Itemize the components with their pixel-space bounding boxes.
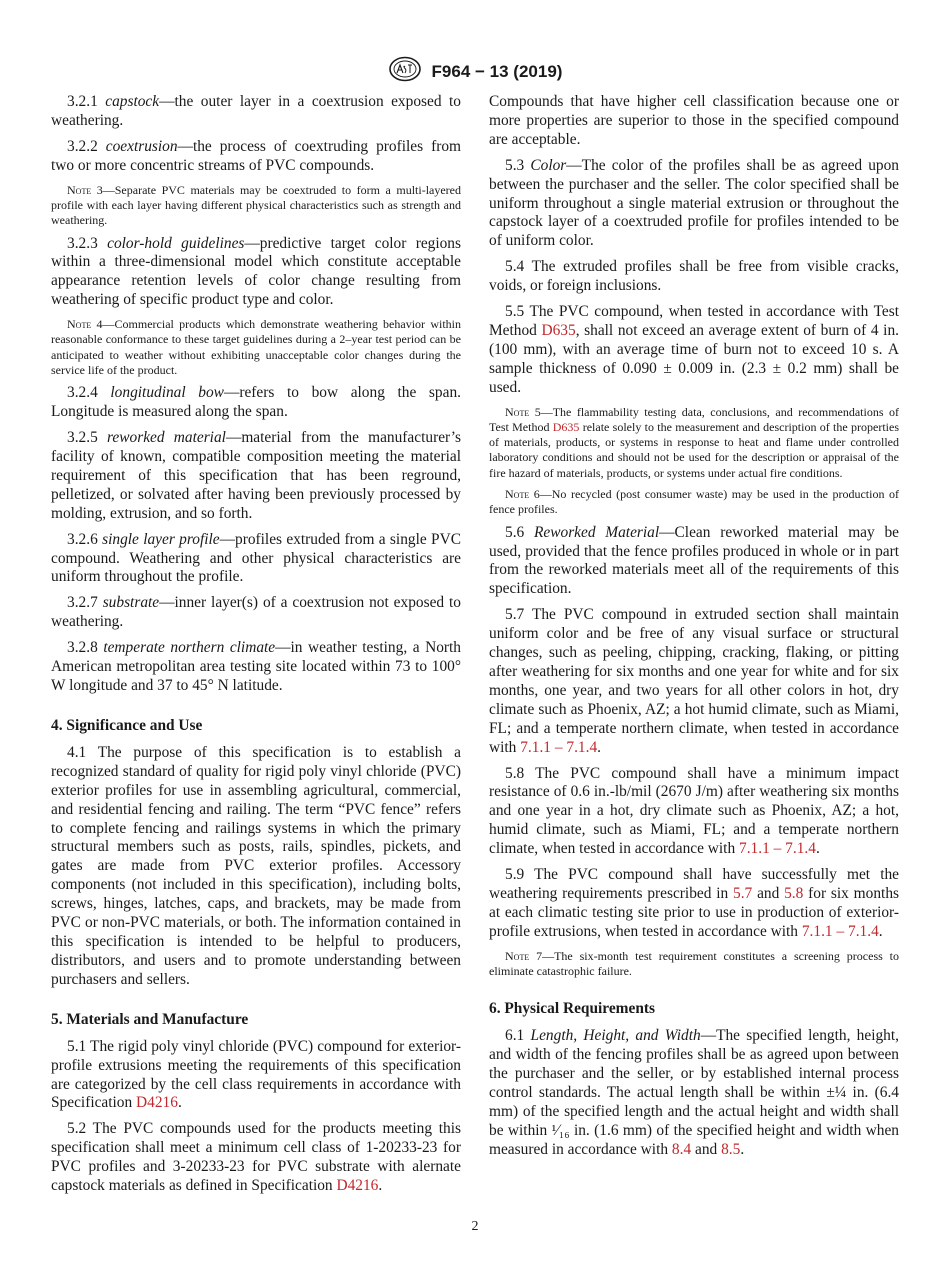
document-designation: F964 − 13 (2019): [431, 61, 563, 81]
defined-term: color-hold guidelines: [107, 234, 245, 252]
reference-link-5-7[interactable]: 5.7: [733, 884, 753, 902]
section-6-heading: 6. Physical Requirements: [489, 1000, 656, 1018]
defined-term: longitudinal bow: [110, 384, 224, 402]
note-3: [51, 183, 461, 229]
defined-term: single layer profile: [102, 530, 220, 548]
note-7: [489, 949, 899, 980]
paragraph-5-7: [489, 606, 899, 757]
note-6: [489, 487, 899, 518]
reference-link-d635[interactable]: D635: [552, 419, 580, 434]
clause-number: 3.2.3: [67, 234, 98, 252]
clause-number: 3.2.1: [67, 93, 98, 110]
definition-text: —inner layer(s) of a coextrusion not exposed to weathering.: [51, 594, 461, 631]
section-5-heading: 5. Materials and Manufacture: [51, 1010, 249, 1028]
paragraph-text: —The color of the profiles shall be as agreed upon between the purchaser and the seller. The color specified shall be uniform throughout a single material extrusion or throughout the capstock layer of a coextruded profile for profiles intended to be of uniform color.: [489, 156, 899, 250]
paragraph-text-end: .: [740, 1140, 745, 1158]
note-text-end: relate solely to the measurement and description of the properties of materials, products, or systems in response to heat and flame under controlled laboratory conditions and should not be used for the description or appraisal of the fire hazard of materials, products, or systems under actual fire conditions.: [489, 419, 900, 480]
defined-term: substrate: [102, 594, 160, 612]
paragraph-text: 5.9 The PVC compound shall have successfully met the weathering requirements prescribed in: [489, 866, 899, 902]
definition-3-2-4: [51, 384, 461, 422]
clause-number: 6.1: [505, 1027, 525, 1045]
note-label: Note 6: [505, 487, 540, 502]
note-text: —No recycled (post consumer waste) may be used in the production of fence profiles.: [489, 487, 900, 517]
defined-term: capstock: [105, 93, 160, 110]
paragraph-text: 5.8 The PVC compound shall have a minimum impact resistance of 0.6 in.-lb/mil (2670 J/m) after weathering six months and one year in a hot, dry climate such as Phoenix, AZ; a hot, humid climate, such as Miami, FL; and a temperate northern climate, when tested in accordance with: [489, 764, 899, 858]
note-label: Note 5: [505, 404, 541, 419]
clause-number: 5.6: [505, 523, 525, 541]
definition-text: —material from the manufacturer’s facility of known, compatible composition meeting the material requirement of this specification that has been reground, pelletized, or solvated after having been previously processed by molding, extrusion, and so forth.: [51, 429, 461, 522]
paragraph-text: 5.1 The rigid poly vinyl chloride (PVC) compound for exterior-profile extrusions meeting the requirements of this specification are categorized by the cell class requirements in accordance with Specification: [51, 1037, 461, 1112]
note-label: Note 7: [505, 948, 543, 963]
note-5: [489, 405, 899, 481]
section-4-heading: 4. Significance and Use: [51, 716, 203, 734]
paragraph-text-end: , shall not exceed an average extent of burn of 4 in. (100 mm), with an average time of burn not to exceed 10 s. A sample thickness of 0.090 ± 0.009 in. (2.3 ± 0.2 mm) shall be used.: [489, 321, 899, 396]
paragraph-text-end: .: [378, 1177, 383, 1195]
paragraph-5-5: [489, 303, 899, 398]
clause-title: Length, Height, and Width: [530, 1027, 701, 1045]
clause-number: 3.2.8: [67, 639, 98, 657]
note-label: Note 4: [67, 317, 103, 332]
definition-3-2-1: [51, 93, 461, 131]
reference-link-d4216[interactable]: D4216: [136, 1094, 178, 1112]
paragraph-5-2: [51, 1120, 461, 1196]
defined-term: temperate northern climate: [103, 639, 276, 657]
paragraph-5-3: [489, 157, 899, 252]
clause-title: Color: [530, 156, 567, 174]
definition-text: —predictive target color regions within a three-dimensional model which constitute acceptable appearance retention levels of color change resulting from weathering of specific product type and color.: [51, 234, 461, 309]
paragraph-5-8: [489, 765, 899, 860]
paragraph-text-end: .: [177, 1094, 182, 1112]
definition-3-2-5: [51, 429, 461, 524]
note-text: —The six-month test requirement constitutes a screening process to eliminate catastrophic failure.: [489, 948, 899, 978]
paragraph-text: and: [691, 1140, 722, 1158]
clause-number: 3.2.4: [67, 384, 98, 402]
clause-number: 5.3: [505, 156, 525, 174]
definition-3-2-6: [51, 531, 461, 588]
note-label: Note 3: [67, 182, 103, 197]
paragraph-text-end: .: [878, 922, 883, 940]
reference-link-d4216[interactable]: D4216: [336, 1177, 379, 1195]
paragraph-text-end: .: [597, 738, 602, 756]
definition-text: —the process of coextruding profiles from two or more concentric streams of PVC compounds.: [51, 137, 461, 174]
clause-title: Reworked Material: [534, 523, 660, 541]
definition-text: —profiles extruded from a single PVC compound. Weathering and other physical characteristics are uniform throughout the profile.: [51, 530, 461, 586]
paragraph-4-1: 4.1 The purpose of this specification is to establish a recognized standard of quality for rigid poly vinyl chloride (PVC) exterior profiles for use in assembling agricultural, commercial, and residential fencing and railing. The term “PVC fence” refers to complete fencing and railings systems in which the primary structural members such as posts, rails, spindles, pickets, and gates are made from PVC exterior profiles. Accessory components (not included in this specification), including bolts, screws, hinges, latches, caps, and brackets, may be made from PVC or non-PVC materials, or both. The information contained in this specification is intended to be helpful to producers, distributors, and users and to promote understanding between purchasers and sellers.: [51, 743, 461, 988]
definition-3-2-8: [51, 639, 461, 696]
paragraph-6-1: [489, 1027, 899, 1159]
clause-number: 3.2.5: [67, 429, 98, 447]
page-number: 2: [471, 1219, 479, 1234]
reference-link-5-8[interactable]: 5.8: [784, 884, 804, 902]
definition-text: —refers to bow along the span. Longitude is measured along the span.: [51, 384, 461, 421]
definition-3-2-3: [51, 235, 461, 311]
reference-link-7-1-1-7-1-4[interactable]: 7.1.1 – 7.1.4: [520, 738, 598, 756]
paragraph-text: 5.2 The PVC compounds used for the products meeting this specification shall meet a minimum cell class of 1-20233-23 for PVC profiles and 3-20233-23 for PVC substrate with alernate capstock materials as defined in Specification: [51, 1120, 461, 1195]
definition-text: —in weather testing, a North American metropolitan area testing site located within 73 to 100° W longitude and 37 to 45° N latitude.: [51, 639, 461, 695]
astm-logo-icon: [388, 56, 422, 87]
left-column: [51, 93, 461, 1203]
note-text: —The flammability testing data, conclusions, and recommendations of Test Method: [489, 404, 899, 434]
reference-link-8-5[interactable]: 8.5: [721, 1140, 741, 1158]
paragraph-text: and: [752, 884, 785, 902]
paragraph-text: 5.5 The PVC compound, when tested in accordance with Test Method: [489, 303, 899, 339]
defined-term: reworked material: [107, 429, 226, 447]
paragraph-5-2-continued: Compounds that have higher cell classification because one or more properties are superior to those in the specified compound are acceptable.: [489, 93, 899, 148]
paragraph-text-end: .: [815, 840, 820, 858]
paragraph-text: for six months at each climatic testing site prior to use in production of exterior-profile extrusions, when tested in accordance with: [489, 884, 900, 940]
note-text: —Separate PVC materials may be coextruded to form a multi-layered profile with each layer having different physical characteristics such as strength and weathering.: [51, 182, 462, 228]
paragraph-text: —Clean reworked material may be used, provided that the fence profiles produced in whole or in part from the reworked materials meet all of the requirements of this specification.: [489, 523, 899, 598]
reference-link-7-1-1-7-1-4[interactable]: 7.1.1 – 7.1.4: [801, 922, 879, 940]
paragraph-text: 5.7 The PVC compound in extruded section shall maintain uniform color and be free of any visual surface or structural changes, such as peeling, chipping, cracking, flaking, or pitting after weathering for six months and one year for white and for six months, one year, and two years for all other colors in hot, dry climate such as Phoenix, AZ; a hot humid climate, such as Miami, FL; and a temperate northern climate, when tested in accordance with: [489, 606, 899, 756]
paragraph-5-4: 5.4 The extruded profiles shall be free from visible cracks, voids, or foreign inclusions.: [489, 258, 899, 295]
clause-number: 3.2.6: [67, 530, 98, 548]
reference-link-d635[interactable]: D635: [541, 321, 576, 339]
definition-text: —the outer layer in a coextrusion exposed to weathering.: [51, 93, 461, 129]
reference-link-7-1-1-7-1-4[interactable]: 7.1.1 – 7.1.4: [739, 840, 816, 858]
paragraph-text: —The specified length, height, and width of the fencing profiles shall be as agreed upon between the purchaser and the seller, or by established internal process control standards. The actual length shall be within ±¼ in. (6.4 mm) of the specified length and the actual height and width shall be within ¹⁄₁₆ in. (1.6 mm) of the specified height and width when measured in accordance with: [489, 1027, 899, 1158]
clause-number: 3.2.2: [67, 137, 98, 155]
reference-link-8-4[interactable]: 8.4: [671, 1140, 692, 1158]
right-column: [489, 93, 899, 1167]
definition-3-2-7: [51, 594, 461, 632]
defined-term: coextrusion: [105, 137, 178, 155]
paragraph-5-6: [489, 524, 899, 600]
page-header: [0, 56, 950, 87]
definition-3-2-2: [51, 138, 461, 176]
paragraph-5-1: [51, 1038, 461, 1114]
note-text: —Commercial products which demonstrate weathering behavior within reasonable conformance to these target guidelines during a 2–year test period can be anticipated to weather without exhibiting unacceptable color changes during the service life of the product.: [51, 317, 462, 378]
clause-number: 3.2.7: [67, 594, 98, 612]
note-4: [51, 317, 461, 378]
paragraph-5-9: [489, 866, 899, 942]
